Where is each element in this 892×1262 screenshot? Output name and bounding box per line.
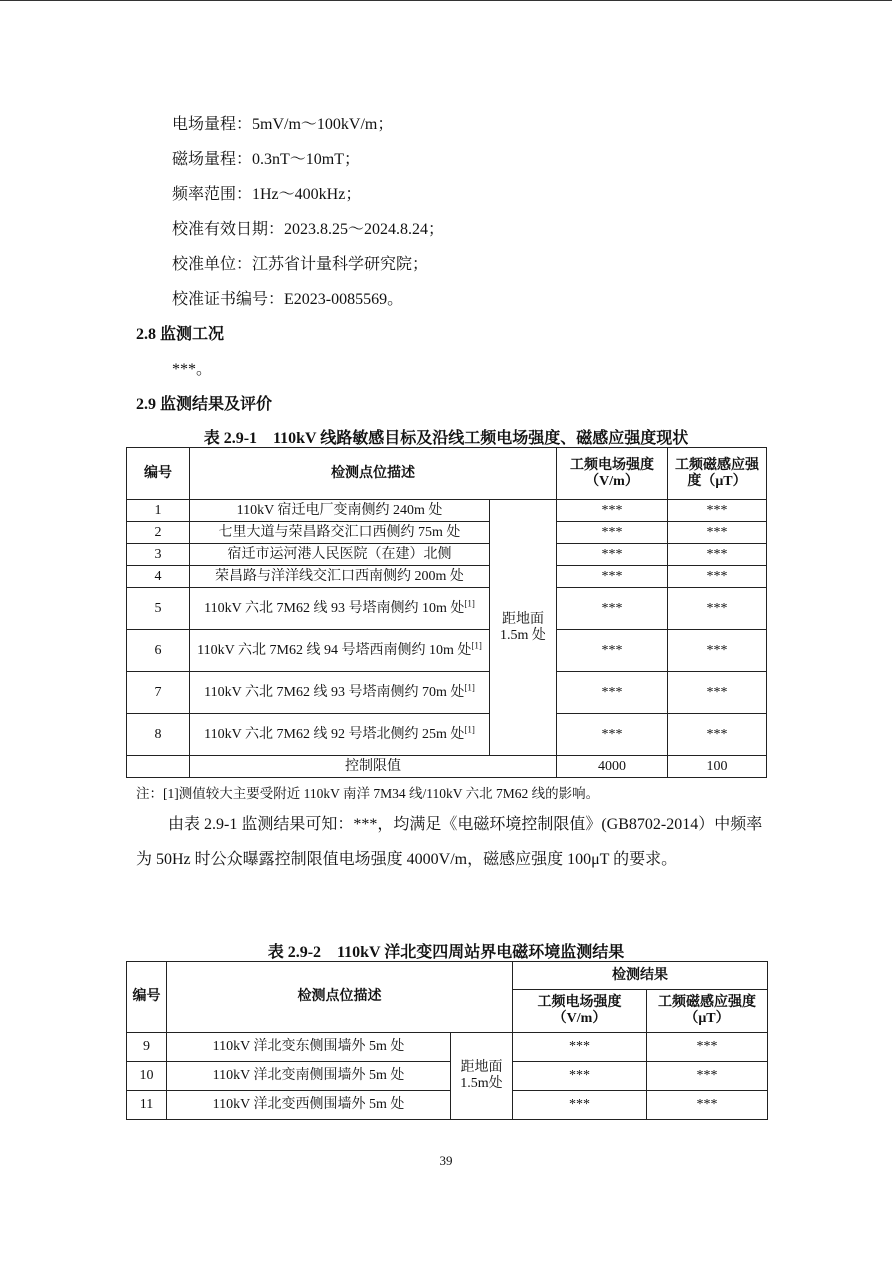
row-desc-text: 110kV 六北 7M62 线 94 号塔西南侧约 10m 处: [197, 642, 472, 658]
row-e: ***: [557, 672, 668, 714]
footnote-mark: [1]: [464, 681, 475, 692]
table-row: [127, 566, 767, 588]
table-row: [127, 1033, 768, 1062]
row-e: ***: [557, 588, 668, 630]
limit-e: 4000: [557, 756, 668, 778]
row-b: ***: [668, 588, 767, 630]
row-b: ***: [668, 522, 767, 544]
table2-header-b: 工频磁感应强度（μT）: [647, 990, 768, 1033]
row-e: ***: [557, 630, 668, 672]
row-desc-text: 七里大道与荣昌路交汇口西侧约 75m 处: [218, 524, 461, 540]
table1-header-desc: 检测点位描述: [190, 448, 557, 500]
row-desc: [190, 500, 490, 522]
page-number: 39: [439, 1153, 453, 1168]
footnote-mark: [1]: [471, 639, 482, 650]
row-e: ***: [557, 566, 668, 588]
conclusion-paragraph: 由表 2.9-1 监测结果可知：***，均满足《电磁环境控制限值》(GB8702-2014）中频率为 50Hz 时公众曝露控制限值电场强度 4000V/m，磁感应强度 100μT 的要求。: [136, 816, 763, 868]
row-no: 9: [127, 1033, 167, 1062]
row-desc: 110kV 洋北变南侧围墙外 5m 处: [167, 1062, 451, 1091]
footnote-mark: [1]: [464, 597, 475, 608]
row-desc-text: 荣昌路与洋洋线交汇口西南侧约 200m 处: [215, 568, 464, 584]
spec-frequency-range: 频率范围：1Hz～400kHz；: [172, 186, 362, 203]
row-b: ***: [647, 1062, 768, 1091]
row-no: 1: [127, 500, 190, 522]
spec-calibration-date: 校准有效日期：2023.8.25～2024.8.24；: [172, 221, 445, 238]
row-b: ***: [668, 566, 767, 588]
row-desc: [190, 672, 490, 714]
row-b: ***: [647, 1091, 768, 1120]
row-no: 7: [127, 672, 190, 714]
row-desc-text: 宿迁市运河港人民医院（在建）北侧: [227, 546, 452, 562]
row-desc: [190, 522, 490, 544]
table1-header-no: 编号: [127, 448, 190, 500]
table2-header-no: 编号: [127, 962, 167, 1033]
table1: [126, 447, 767, 778]
table-row: [127, 630, 767, 672]
table-row: [127, 1091, 768, 1120]
row-e: ***: [513, 1033, 647, 1062]
row-desc-text: 110kV 六北 7M62 线 93 号塔南侧约 70m 处: [204, 684, 465, 700]
row-b: ***: [668, 544, 767, 566]
row-desc: [190, 566, 490, 588]
table2-caption: 表 2.9-2 110kV 洋北变四周站界电磁环境监测结果: [267, 944, 625, 961]
row-e: ***: [557, 500, 668, 522]
table2-height-label: 距地面1.5m处: [451, 1033, 513, 1120]
table-row: [127, 714, 767, 756]
row-desc: [190, 588, 490, 630]
row-desc: [190, 714, 490, 756]
row-e: ***: [557, 714, 668, 756]
row-e: ***: [557, 522, 668, 544]
row-b: ***: [668, 500, 767, 522]
footnote-mark: [1]: [464, 723, 475, 734]
limit-no: [127, 756, 190, 778]
row-e: ***: [513, 1062, 647, 1091]
row-no: 11: [127, 1091, 167, 1120]
row-no: 10: [127, 1062, 167, 1091]
section-2-8-heading: 2.8 监测工况: [136, 326, 225, 343]
row-no: 4: [127, 566, 190, 588]
section-2-8-text: ***。: [172, 361, 213, 378]
row-desc: [190, 630, 490, 672]
row-desc: 110kV 洋北变东侧围墙外 5m 处: [167, 1033, 451, 1062]
row-e: ***: [557, 544, 668, 566]
row-desc-text: 110kV 宿迁电厂变南侧约 240m 处: [236, 502, 443, 518]
row-b: ***: [668, 714, 767, 756]
row-no: 2: [127, 522, 190, 544]
spec-electric-range: 电场量程：5mV/m～100kV/m；: [172, 116, 394, 133]
spec-magnetic-range: 磁场量程：0.3nT～10mT；: [172, 151, 360, 168]
table-row: [127, 588, 767, 630]
row-no: 5: [127, 588, 190, 630]
row-b: ***: [668, 672, 767, 714]
row-no: 3: [127, 544, 190, 566]
table1-header-e: 工频电场强度（V/m）: [557, 448, 668, 500]
row-e: ***: [513, 1091, 647, 1120]
limit-label: 控制限值: [190, 756, 557, 778]
row-desc: 110kV 洋北变西侧围墙外 5m 处: [167, 1091, 451, 1120]
row-desc-text: 110kV 六北 7M62 线 93 号塔南侧约 10m 处: [204, 600, 465, 616]
table-row: [127, 1062, 768, 1091]
row-no: 8: [127, 714, 190, 756]
section-2-9-heading: 2.9 监测结果及评价: [136, 396, 273, 413]
spec-calibration-unit: 校准单位：江苏省计量科学研究院；: [172, 256, 429, 273]
table1-header-b: 工频磁感应强度（μT）: [668, 448, 767, 500]
row-b: ***: [668, 630, 767, 672]
table-row: [127, 544, 767, 566]
table2-header-e: 工频电场强度（V/m）: [513, 990, 647, 1033]
table1-limit-row: [127, 756, 767, 778]
table2-header-results: 检测结果: [513, 962, 768, 990]
limit-b: 100: [668, 756, 767, 778]
table1-note: 注：[1]测值较大主要受附近 110kV 南洋 7M34 线/110kV 六北 7M62 线的影响。: [136, 786, 600, 801]
table-row: [127, 672, 767, 714]
table-row: [127, 500, 767, 522]
table2-header-desc: 检测点位描述: [167, 962, 513, 1033]
row-no: 6: [127, 630, 190, 672]
row-b: ***: [647, 1033, 768, 1062]
table2: [126, 961, 768, 1120]
row-desc-text: 110kV 六北 7M62 线 92 号塔北侧约 25m 处: [204, 726, 465, 742]
spec-certificate-number: 校准证书编号：E2023-0085569。: [172, 291, 404, 308]
table1-caption: 表 2.9-1 110kV 线路敏感目标及沿线工频电场强度、磁感应强度现状: [203, 430, 689, 447]
row-desc: [190, 544, 490, 566]
table-row: [127, 522, 767, 544]
table1-height-label: 距地面1.5m 处: [490, 500, 557, 756]
